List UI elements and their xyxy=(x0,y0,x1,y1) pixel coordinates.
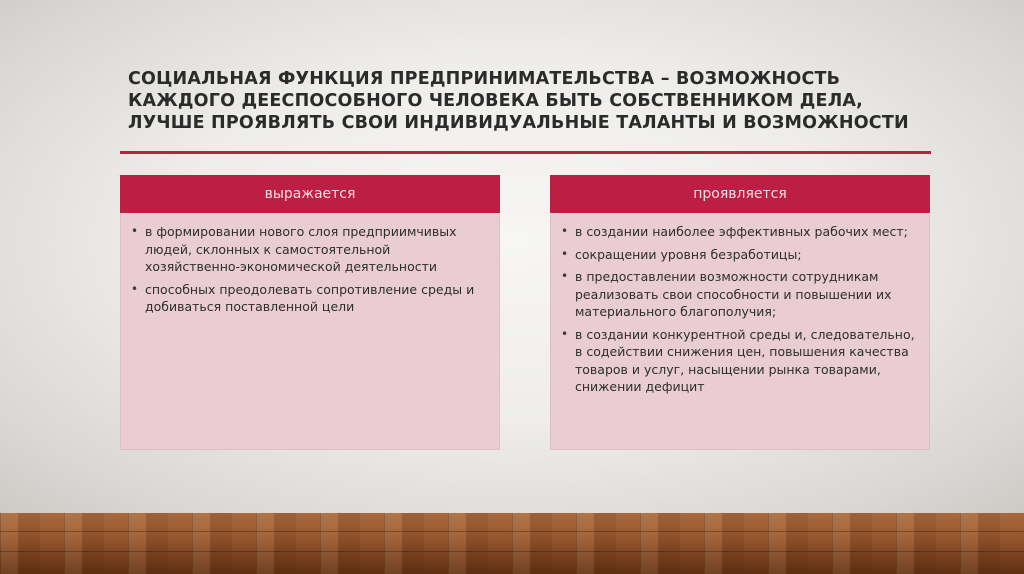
bullet-icon: • xyxy=(131,224,139,238)
title-underline xyxy=(120,151,931,154)
list-item-text: в предоставлении возможности сотрудникам реализовать свои способности и повышении их материального благополучия; xyxy=(575,269,892,319)
list-item xyxy=(561,268,915,321)
list-item-text: в формировании нового слоя предприимчивых людей, склонных к самостоятельной хозяйственно-экономической деятельности xyxy=(145,224,457,274)
list-item-text: способных преодолевать сопротивление среды и добиваться поставленной цели xyxy=(145,281,475,314)
right-column-body xyxy=(550,213,930,450)
list-item-text: в создании наиболее эффективных рабочих мест; xyxy=(575,224,908,239)
list-item xyxy=(561,326,915,396)
left-column-header: выражается xyxy=(120,175,500,213)
left-column xyxy=(120,175,500,449)
bullet-icon: • xyxy=(131,281,139,296)
floor-seam xyxy=(0,551,1024,552)
bullet-icon: • xyxy=(561,224,569,238)
list-item xyxy=(131,223,485,276)
list-item xyxy=(561,223,915,241)
list-item-text: в создании конкурентной среды и, следовательно, в содействии снижения цен, повышения качества товаров и услуг, насыщении рынка товарами, снижении дефицит xyxy=(575,326,915,394)
wooden-floor xyxy=(0,513,1024,574)
list-item xyxy=(561,246,915,264)
bullet-icon: • xyxy=(561,269,569,283)
bullet-icon: • xyxy=(561,326,569,341)
left-column-body xyxy=(120,213,500,450)
right-column-list xyxy=(561,223,915,396)
right-column-header: проявляется xyxy=(550,175,930,213)
right-column xyxy=(550,175,930,449)
slide-title: СОЦИАЛЬНАЯ ФУНКЦИЯ ПРЕДПРИНИМАТЕЛЬСТВА – ВОЗМОЖНОСТЬ КАЖДОГО ДЕЕСПОСОБНОГО ЧЕЛОВЕКА БЫТЬ СОБСТВЕННИКОМ ДЕЛА, ЛУЧШЕ ПРОЯВЛЯТЬ СВОИ ИНДИВИДУАЛЬНЫЕ ТАЛАНТЫ И ВОЗМОЖНОСТИ xyxy=(128,69,909,133)
list-item xyxy=(131,281,485,316)
left-column-list xyxy=(131,223,485,316)
bullet-icon: • xyxy=(561,246,569,261)
list-item-text: сокращении уровня безработицы; xyxy=(575,246,802,262)
floor-seam xyxy=(0,531,1024,532)
